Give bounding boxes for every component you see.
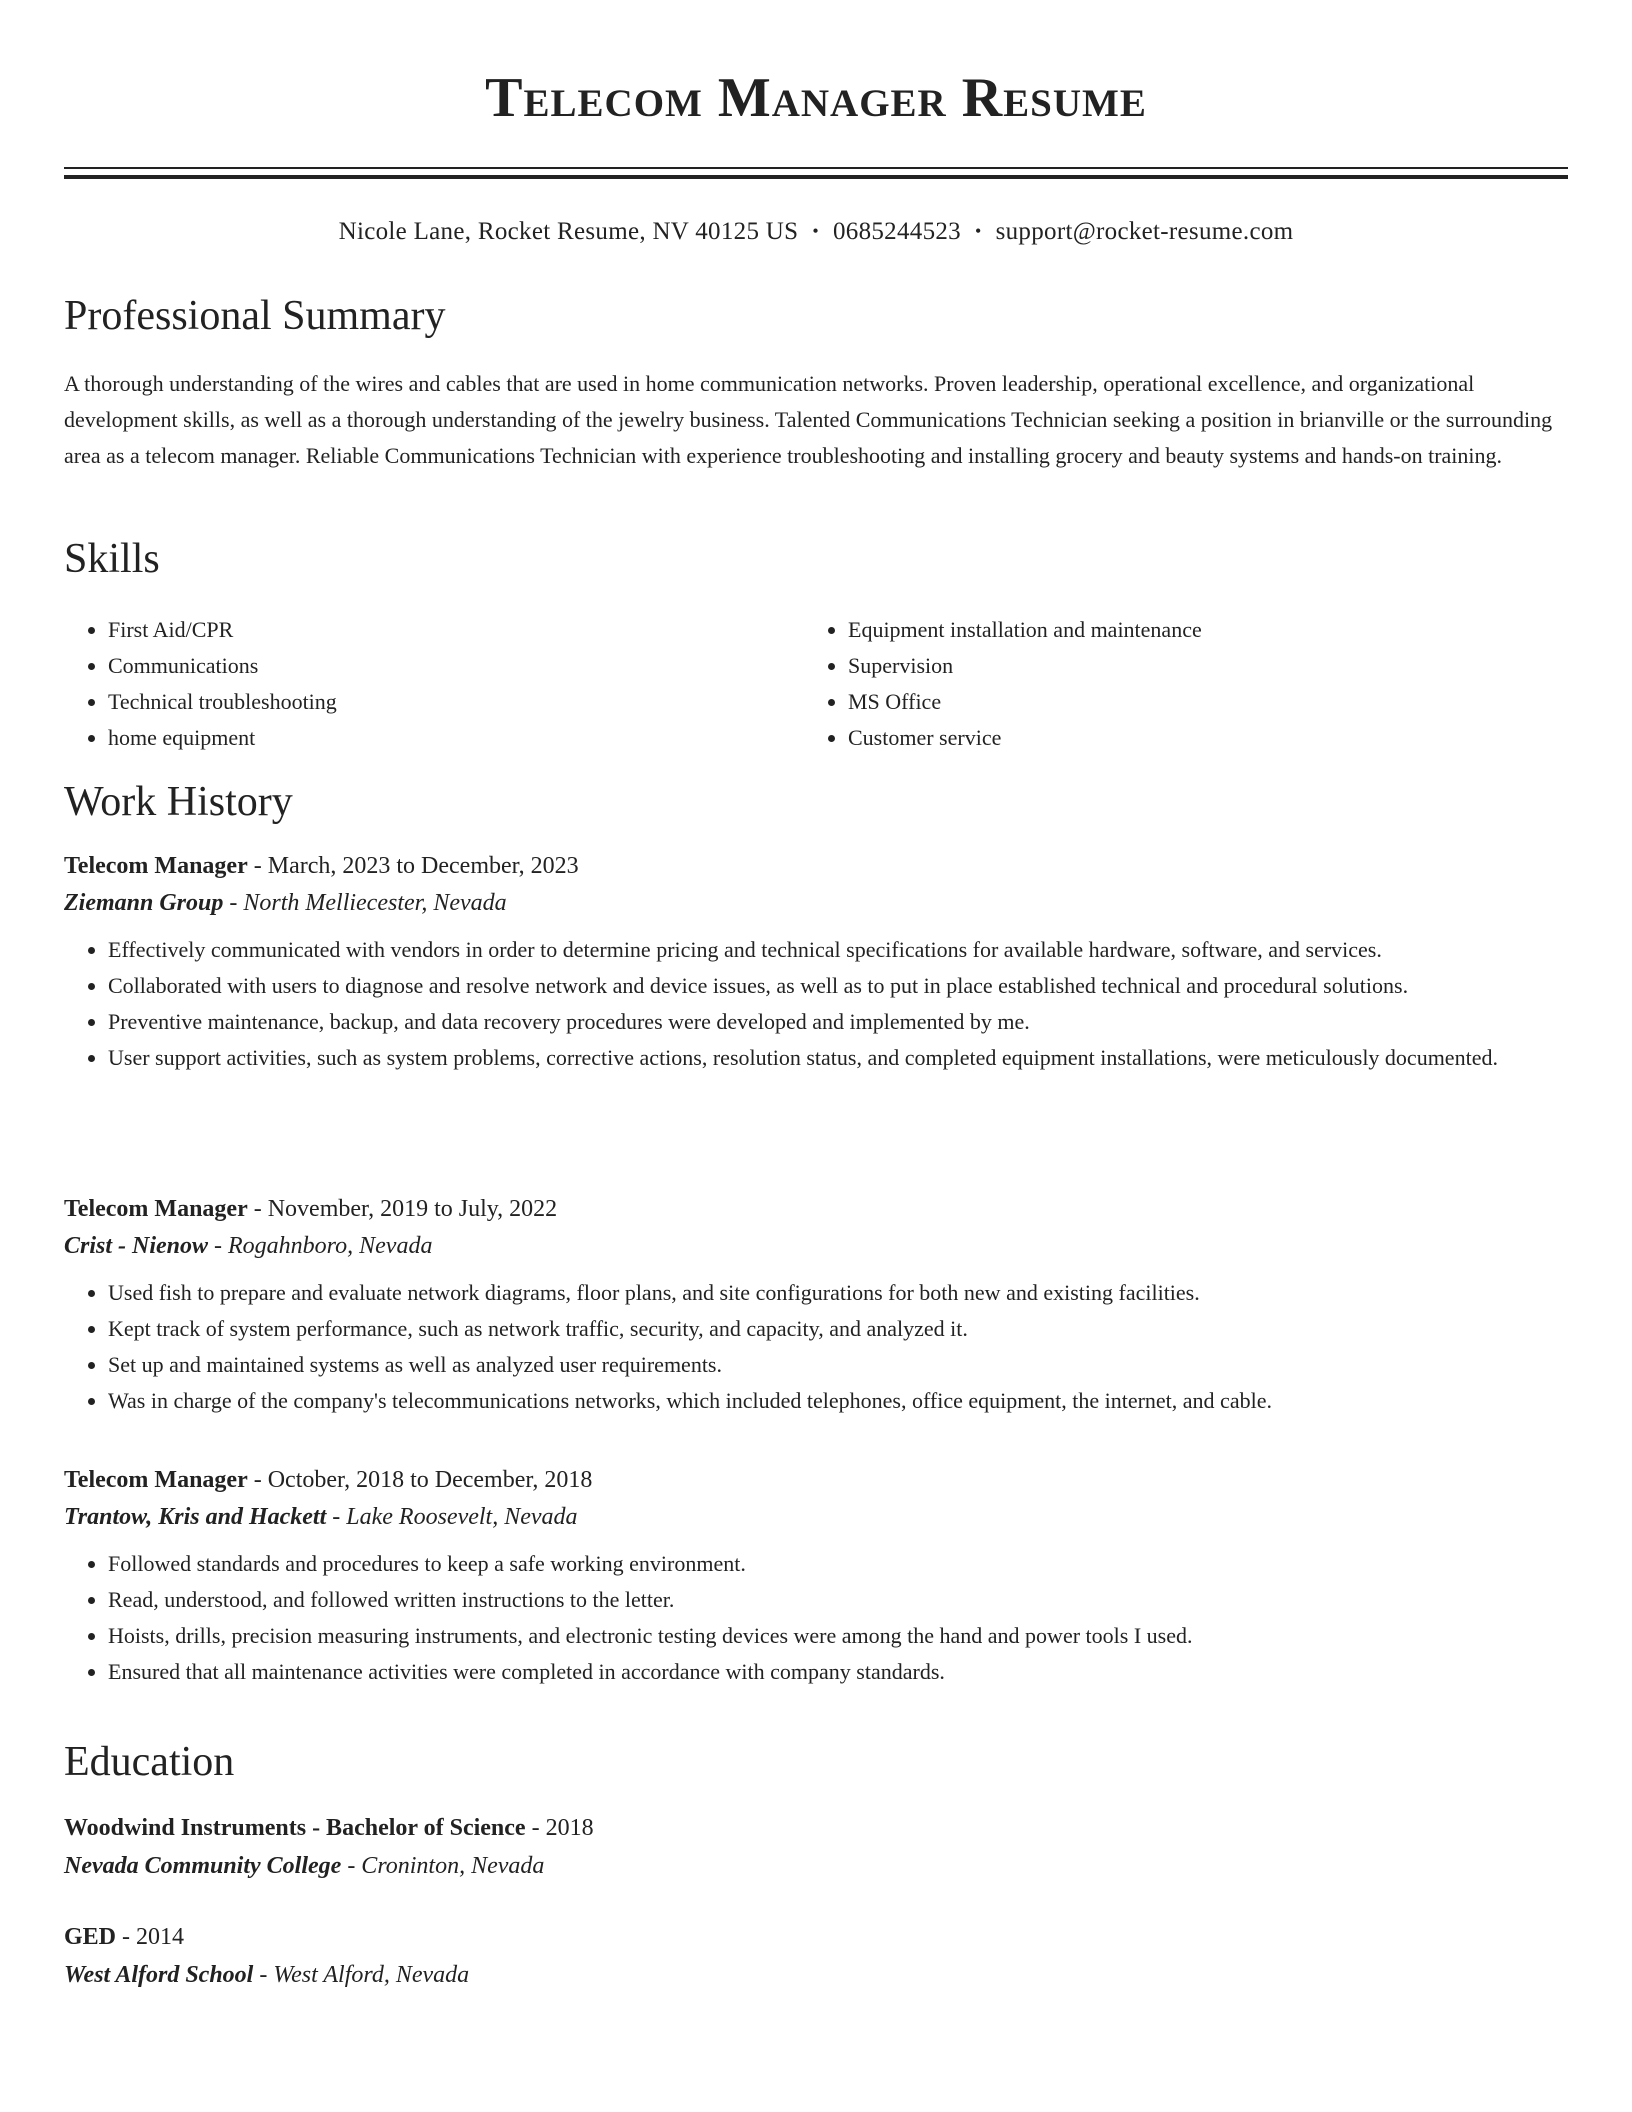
contact-email: support@rocket-resume.com (995, 218, 1294, 245)
job-location: - North Melliecester, Nevada (223, 890, 507, 916)
summary-text: A thorough understanding of the wires and cables that are used in home communication networks. Proven leadership, operational excellence, and organizational development skills, as well as a thorough understanding of the jewelry business. Talented Communications Technician seeking a position in brianville or the surrounding area as a telecom manager. Reliable Communications Technician with experience troubleshooting and installing grocery and beauty systems and hands-on training. (64, 371, 1553, 468)
contact-line (64, 214, 1568, 249)
job-title: Telecom Manager (64, 1196, 248, 1222)
skill-item: • home equipment (108, 720, 784, 756)
job-company: Ziemann Group (64, 890, 224, 916)
education-school: Nevada Community College (64, 1853, 342, 1879)
contact-separator: • (812, 221, 819, 241)
section-heading-education: Education (64, 1739, 235, 1785)
job-location: - Rogahnboro, Nevada (208, 1233, 433, 1259)
contact-separator: • (974, 221, 982, 241)
education-year: - 2018 (525, 1815, 594, 1841)
job-entry (64, 848, 1568, 1076)
contact-phone: 0685244523 (832, 218, 961, 245)
skill-item: • Technical troubleshooting (108, 684, 784, 720)
education-location: - Croninton, Nevada (341, 1853, 545, 1879)
job-dates: - October, 2018 to December, 2018 (247, 1467, 593, 1493)
job-bullets (64, 932, 1568, 1076)
skill-item: • Equipment installation and maintenance (848, 612, 1568, 648)
job-dates: - March, 2023 to December, 2023 (247, 853, 579, 879)
skills-list-right (804, 612, 1568, 756)
job-bullet: • Set up and maintained systems as well as analyzed user requirements. (108, 1347, 1568, 1383)
job-company: Trantow, Kris and Hackett (64, 1504, 327, 1530)
skill-item: • Customer service (848, 720, 1568, 756)
job-dates: - November, 2019 to July, 2022 (247, 1196, 558, 1222)
job-bullet: • Effectively communicated with vendors in order to determine pricing and technical specifications for available hardware, software, and services. (108, 932, 1568, 968)
job-company: Crist - Nienow (64, 1233, 209, 1259)
education-degree: Woodwind Instruments - Bachelor of Science (64, 1815, 526, 1841)
job-title: Telecom Manager (64, 1467, 248, 1493)
job-bullets (64, 1546, 1568, 1690)
job-title-line (64, 848, 1568, 884)
job-bullet: • Hoists, drills, precision measuring instruments, and electronic testing devices were among the hand and power tools I used. (108, 1618, 1568, 1654)
job-bullet: • Was in charge of the company's telecommunications networks, which included telephones, office equipment, the internet, and cable. (108, 1383, 1568, 1419)
section-heading-skills: Skills (64, 536, 160, 582)
resume-title: Telecom Manager Resume (485, 67, 1147, 129)
skill-item: • First Aid/CPR (108, 612, 784, 648)
skill-item: • MS Office (848, 684, 1568, 720)
education-school-line (64, 1847, 1568, 1885)
job-company-line (64, 884, 1568, 922)
job-entry (64, 1191, 1568, 1419)
job-bullet: • Read, understood, and followed written instructions to the letter. (108, 1582, 1568, 1618)
job-title: Telecom Manager (64, 853, 248, 879)
education-degree: GED (64, 1924, 117, 1950)
title-divider-thick (64, 175, 1568, 179)
education-year: - 2014 (116, 1924, 185, 1950)
contact-address: Nicole Lane, Rocket Resume, NV 40125 US (338, 218, 799, 245)
section-heading-summary: Professional Summary (64, 293, 446, 339)
job-bullet: • User support activities, such as system problems, corrective actions, resolution status, and completed equipment installations, were meticulously documented. (108, 1040, 1568, 1076)
education-school: West Alford School (64, 1962, 254, 1988)
education-location: - West Alford, Nevada (253, 1962, 470, 1988)
education-degree-line (64, 1918, 1568, 1956)
title-divider-thin (64, 167, 1568, 169)
education-entry (64, 1809, 1568, 1885)
job-bullet: • Kept track of system performance, such as network traffic, security, and capacity, and analyzed it. (108, 1311, 1568, 1347)
job-entry (64, 1462, 1568, 1690)
job-bullet: • Used fish to prepare and evaluate network diagrams, floor plans, and site configurations for both new and existing facilities. (108, 1275, 1568, 1311)
job-title-line (64, 1462, 1568, 1498)
skills-list-left (64, 612, 784, 756)
job-location: - Lake Roosevelt, Nevada (326, 1504, 578, 1530)
job-bullet: • Followed standards and procedures to keep a safe working environment. (108, 1546, 1568, 1582)
education-school-line (64, 1956, 1568, 1994)
job-bullet: • Collaborated with users to diagnose and resolve network and device issues, as well as to put in place established technical and procedural solutions. (108, 968, 1568, 1004)
skill-item: • Supervision (848, 648, 1568, 684)
job-bullet: • Ensured that all maintenance activities were completed in accordance with company standards. (108, 1654, 1568, 1690)
job-company-line (64, 1498, 1568, 1536)
education-entry (64, 1918, 1568, 1994)
section-heading-work-history: Work History (64, 779, 293, 825)
job-bullets (64, 1275, 1568, 1419)
job-bullet: • Preventive maintenance, backup, and data recovery procedures were developed and implemented by me. (108, 1004, 1568, 1040)
education-degree-line (64, 1809, 1568, 1847)
job-title-line (64, 1191, 1568, 1227)
job-company-line (64, 1227, 1568, 1265)
skill-item: • Communications (108, 648, 784, 684)
